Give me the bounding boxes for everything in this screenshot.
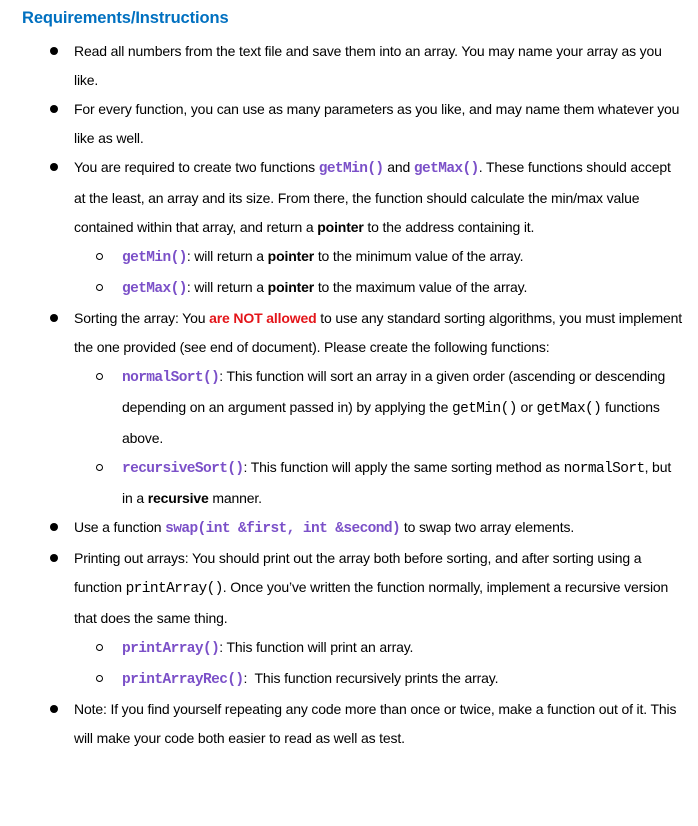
mono-printarray: printArray() — [125, 581, 223, 597]
item-text — [122, 633, 684, 664]
code-getmax: getMax() — [413, 161, 479, 177]
text-run: Use a function — [74, 519, 166, 535]
sublist-item-recursivesort — [74, 453, 684, 513]
item-text — [74, 513, 684, 544]
code-getmin: getMin() — [122, 250, 187, 266]
text-run: : will return a — [186, 248, 268, 264]
list-item-min-max — [0, 153, 698, 304]
bullet-icon — [50, 314, 58, 322]
mono-normalsort: normalSort — [563, 461, 645, 477]
text-run: to swap two array elements. — [400, 519, 575, 535]
item-text: Note: If you find yourself repeating any code more than once or twice, make a function out of it. This will make your code both easier to read as well as test. — [74, 701, 677, 746]
item-text — [122, 242, 684, 273]
list-item-sorting — [0, 304, 698, 513]
sublist-item-printarrayrec — [74, 664, 684, 695]
text-run: You are required to create two functions — [74, 159, 319, 175]
item-text — [122, 453, 684, 513]
text-run: or — [516, 399, 537, 415]
item-text — [122, 273, 684, 304]
text-run: manner. — [208, 490, 262, 506]
sublist-item-normalsort — [74, 362, 684, 453]
text-run: to the maximum value of the array. — [314, 279, 528, 295]
text-run: . These functions should accept at the least, an array and its size. From there, the function should calculate the min/max value contained within that array, and return a — [74, 159, 671, 235]
requirements-list — [0, 37, 698, 753]
code-swap: swap(int &first, int &second) — [165, 521, 401, 537]
code-getmax: getMax() — [122, 281, 187, 297]
sublist-printing — [74, 633, 684, 695]
bold-recursive: recursive — [147, 490, 209, 506]
sublist-item-getmax — [74, 273, 684, 304]
item-text — [122, 664, 684, 695]
list-item-swap — [0, 513, 698, 544]
circle-bullet-icon — [96, 675, 103, 682]
bold-pointer: pointer — [267, 248, 315, 264]
circle-bullet-icon — [96, 464, 103, 471]
text-run: . Once you’ve written the function normally, implement a recursive version that does the same thing. — [74, 579, 669, 626]
bullet-icon — [50, 554, 58, 562]
text-run: : This function will sort an array in a given order (ascending or descending depending on an argument passed in) by applying the — [122, 368, 666, 415]
bullet-icon — [50, 705, 58, 713]
code-getmin: getMin() — [318, 161, 384, 177]
mono-getmax: getMax() — [536, 401, 602, 417]
bold-pointer: pointer — [317, 219, 364, 235]
item-text — [74, 153, 684, 242]
code-recursivesort: recursiveSort() — [122, 461, 244, 477]
text-run: functions above. — [122, 399, 660, 446]
circle-bullet-icon — [96, 284, 103, 291]
list-item-parameters — [0, 95, 698, 153]
bold-pointer: pointer — [267, 279, 315, 295]
list-item-read-numbers — [0, 37, 698, 95]
list-item-note — [0, 695, 698, 753]
text-run: Sorting the array: You — [74, 310, 210, 326]
text-run: , but in a — [122, 459, 672, 506]
sublist-item-getmin — [74, 242, 684, 273]
code-printarray: printArray() — [122, 641, 220, 657]
text-run: Printing out arrays: You should print out the array both before sorting, and after sorting using a function — [74, 550, 642, 595]
warning-not-allowed: are NOT allowed — [209, 310, 317, 326]
bullet-icon — [50, 47, 58, 55]
code-normalsort: normalSort() — [122, 370, 220, 386]
code-printarrayrec: printArrayRec() — [122, 672, 244, 688]
sublist-sorting — [74, 362, 684, 513]
text-run: : This function recursively prints the array. — [243, 670, 499, 686]
circle-bullet-icon — [96, 253, 103, 260]
text-run: : This function will print an array. — [219, 639, 414, 655]
text-run: to the minimum value of the array. — [314, 248, 524, 264]
page-title: Requirements/Instructions — [22, 9, 229, 27]
text-run: : will return a — [186, 279, 268, 295]
item-text — [122, 362, 684, 453]
mono-getmin: getMin() — [452, 401, 517, 417]
list-item-printing — [0, 544, 698, 695]
sublist-item-printarray — [74, 633, 684, 664]
item-text — [74, 544, 684, 633]
bullet-icon — [50, 523, 58, 531]
item-text — [74, 304, 684, 362]
text-run: : This function will apply the same sorting method as — [243, 459, 564, 475]
bullet-icon — [50, 105, 58, 113]
bullet-icon — [50, 163, 58, 171]
circle-bullet-icon — [96, 373, 103, 380]
sublist-min-max — [74, 242, 684, 304]
circle-bullet-icon — [96, 644, 103, 651]
item-text: For every function, you can use as many parameters as you like, and may name them whatever you like as well. — [74, 101, 680, 146]
text-run: to the address containing it. — [363, 219, 535, 235]
item-text: Read all numbers from the text file and save them into an array. You may name your array as you like. — [74, 43, 662, 88]
text-run: to use any standard sorting algorithms, you must implement the one provided (see end of document). Please create the following functions: — [74, 310, 682, 355]
text-run: and — [383, 159, 414, 175]
